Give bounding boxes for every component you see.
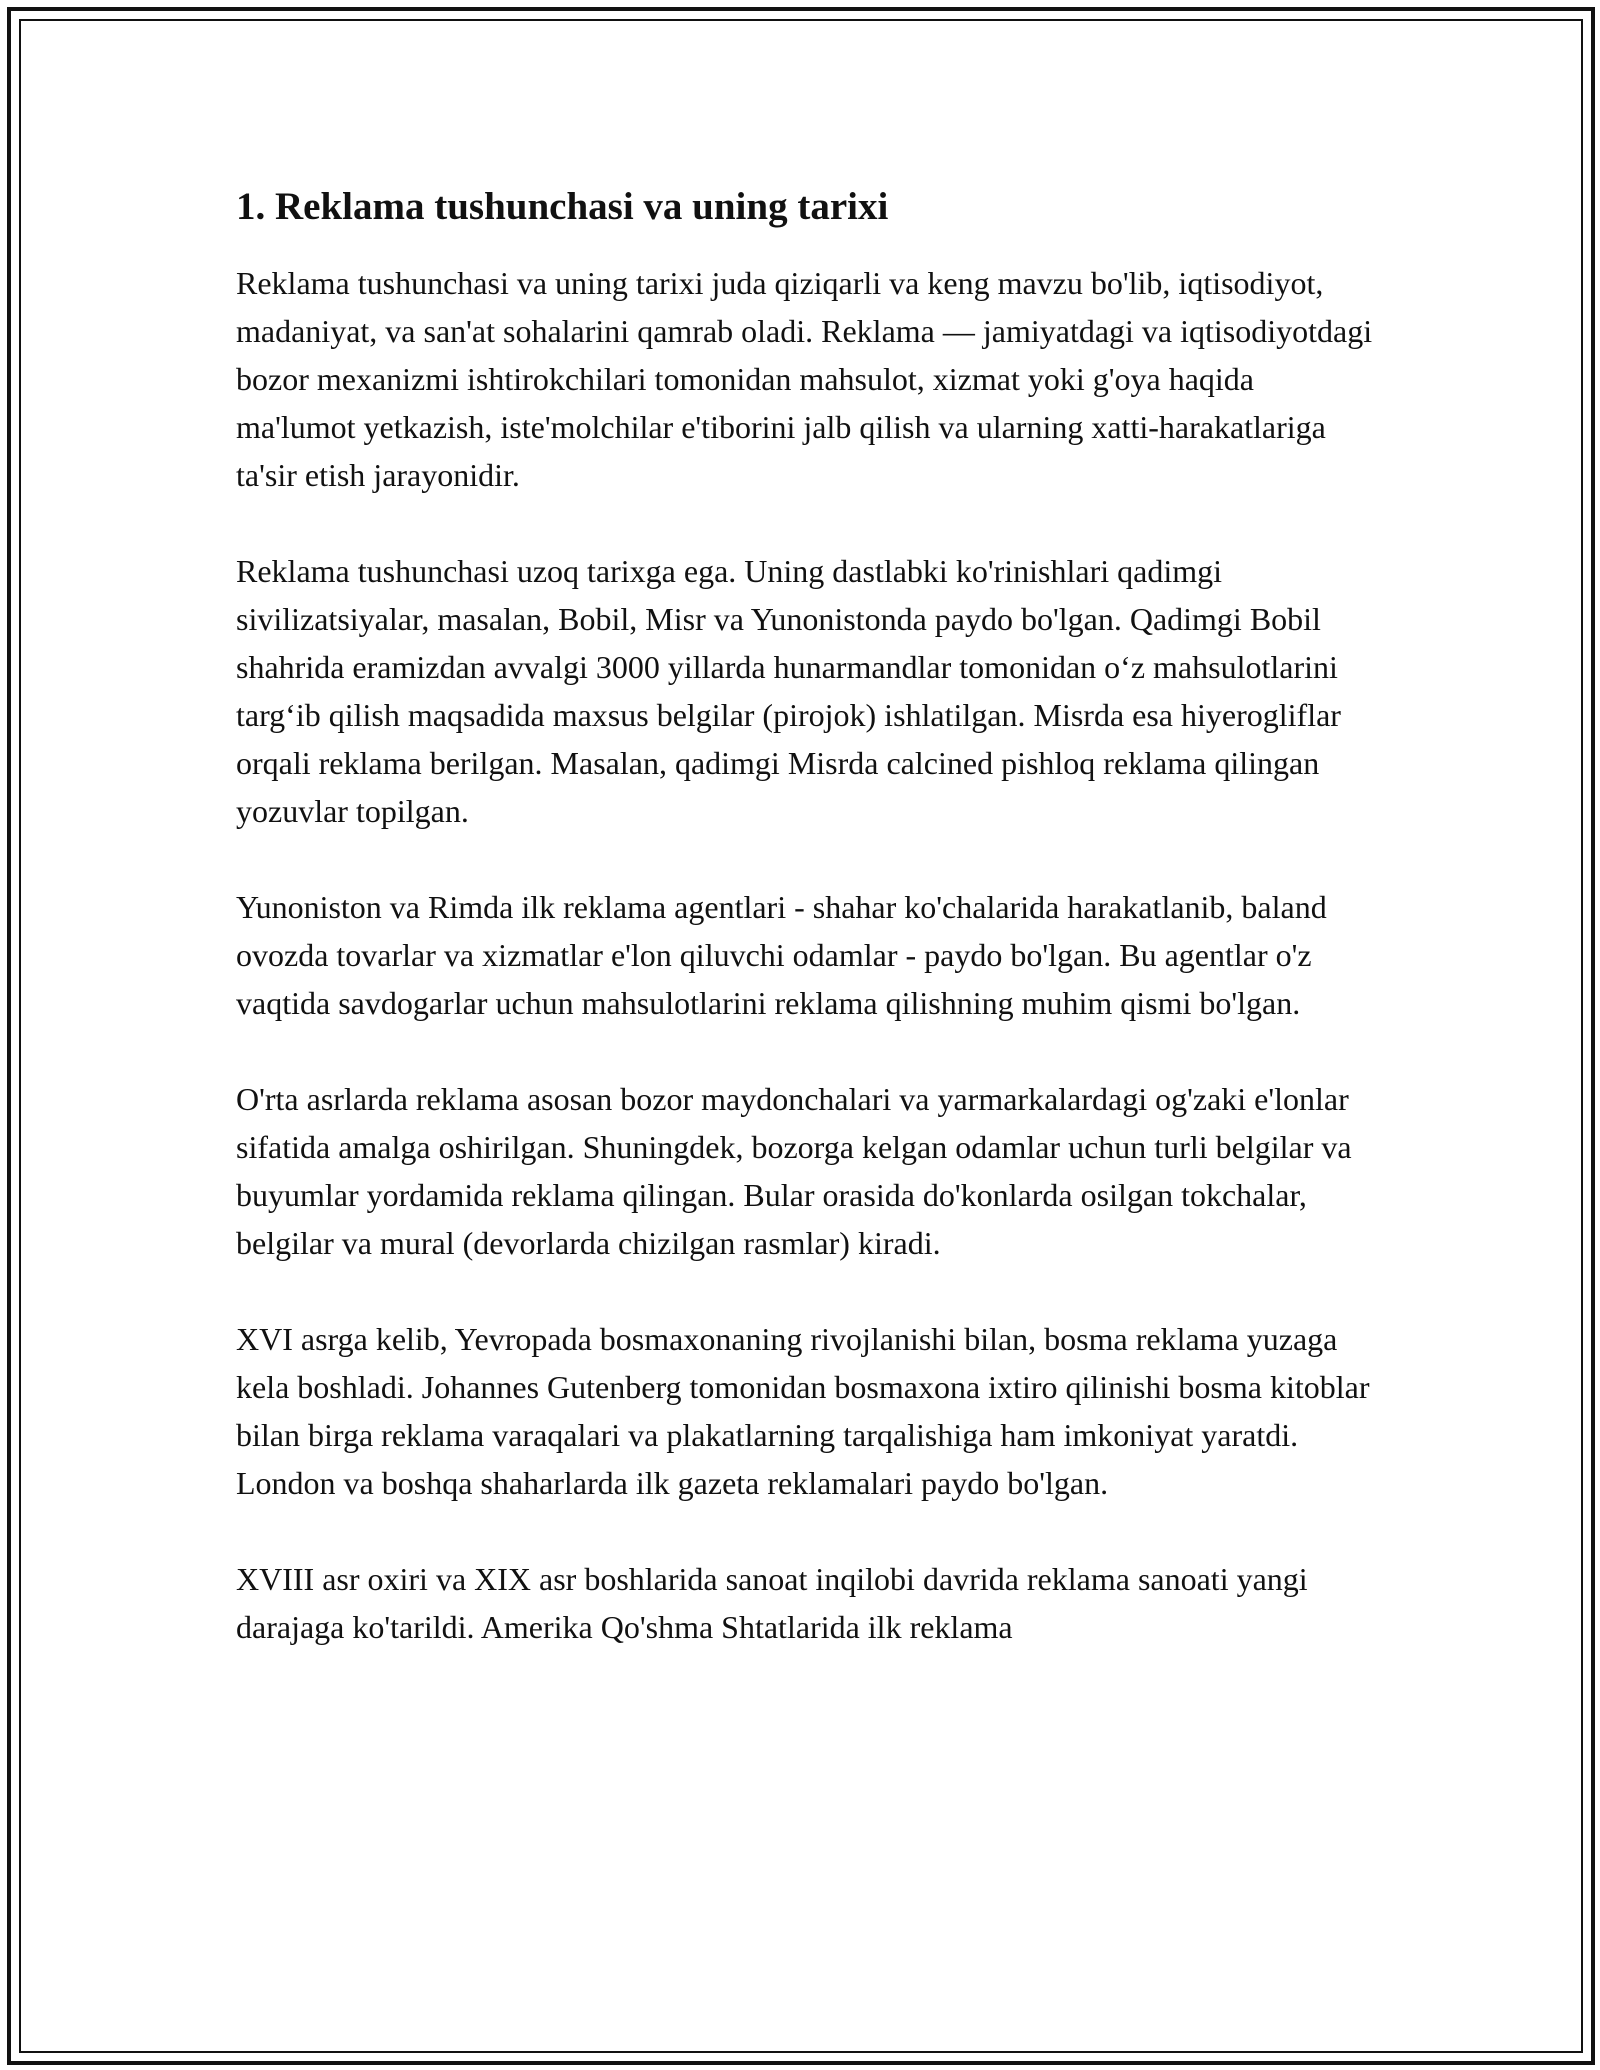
paragraph-greece-rome: Yunoniston va Rimda ilk reklama agentlari - shahar ko'chalarida harakatlanib, baland ovozda tovarlar va xizmatlar e'lon qiluvchi odamlar - paydo bo'lgan. Bu agentlar o'z vaqtida savdogarlar uchun mahsulotlarini reklama qilishning muhim qismi bo'lgan. (236, 888, 1327, 1021)
document-body (236, 182, 1376, 1699)
paragraph-industrial-revolution: XVIII asr oxiri va XIX asr boshlarida sanoat inqilobi davrida reklama sanoati yangi darajaga ko'tarildi. Amerika Qo'shma Shtatlarida ilk reklama (236, 1560, 1308, 1645)
paragraph-ancient-history: Reklama tushunchasi uzoq tarixga ega. Uning dastlabki ko'rinishlari qadimgi sivilizatsiyalar, masalan, Bobil, Misr va Yunonistonda paydo bo'lgan. Qadimgi Bobil shahrida eramizdan avvalgi 3000 yillarda hunarmandlar tomonidan o‘z mahsulotlarini targ‘ib qilish maqsadida maxsus belgilar (pirojok) ishlatilgan. Misrda esa hiyerogliflar orqali reklama berilgan. Masalan, qadimgi Misrda calcined pishloq reklama qilingan yozuvlar topilgan. (236, 552, 1341, 829)
section-title: 1. Reklama tushunchasi va uning tarixi (236, 185, 889, 228)
paragraph-middle-ages: O'rta asrlarda reklama asosan bozor maydonchalari va yarmarkalardagi og'zaki e'lonlar sifatida amalga oshirilgan. Shuningdek, bozorga kelgan odamlar uchun turli belgilar va buyumlar yordamida reklama qilingan. Bular orasida do'konlarda osilgan tokchalar, belgilar va mural (devorlarda chizilgan rasmlar) kiradi. (236, 1080, 1352, 1261)
paragraph-printing-press: XVI asrga kelib, Yevropada bosmaxonaning rivojlanishi bilan, bosma reklama yuzaga kela boshladi. Johannes Gutenberg tomonidan bosmaxona ixtiro qilinishi bosma kitoblar bilan birga reklama varaqalari va plakatlarning tarqalishiga ham imkoniyat yaratdi. London va boshqa shaharlarda ilk gazeta reklamalari paydo bo'lgan. (236, 1320, 1370, 1501)
paragraph-definition: Reklama tushunchasi va uning tarixi juda qiziqarli va keng mavzu bo'lib, iqtisodiyot, madaniyat, va san'at sohalarini qamrab oladi. Reklama — jamiyatdagi va iqtisodiyotdagi bozor mexanizmi ishtirokchilari tomonidan mahsulot, xizmat yoki g'oya haqida ma'lumot yetkazish, iste'molchilar e'tiborini jalb qilish va ularning xatti-harakatlariga ta'sir etish jarayonidir. (236, 264, 1373, 493)
